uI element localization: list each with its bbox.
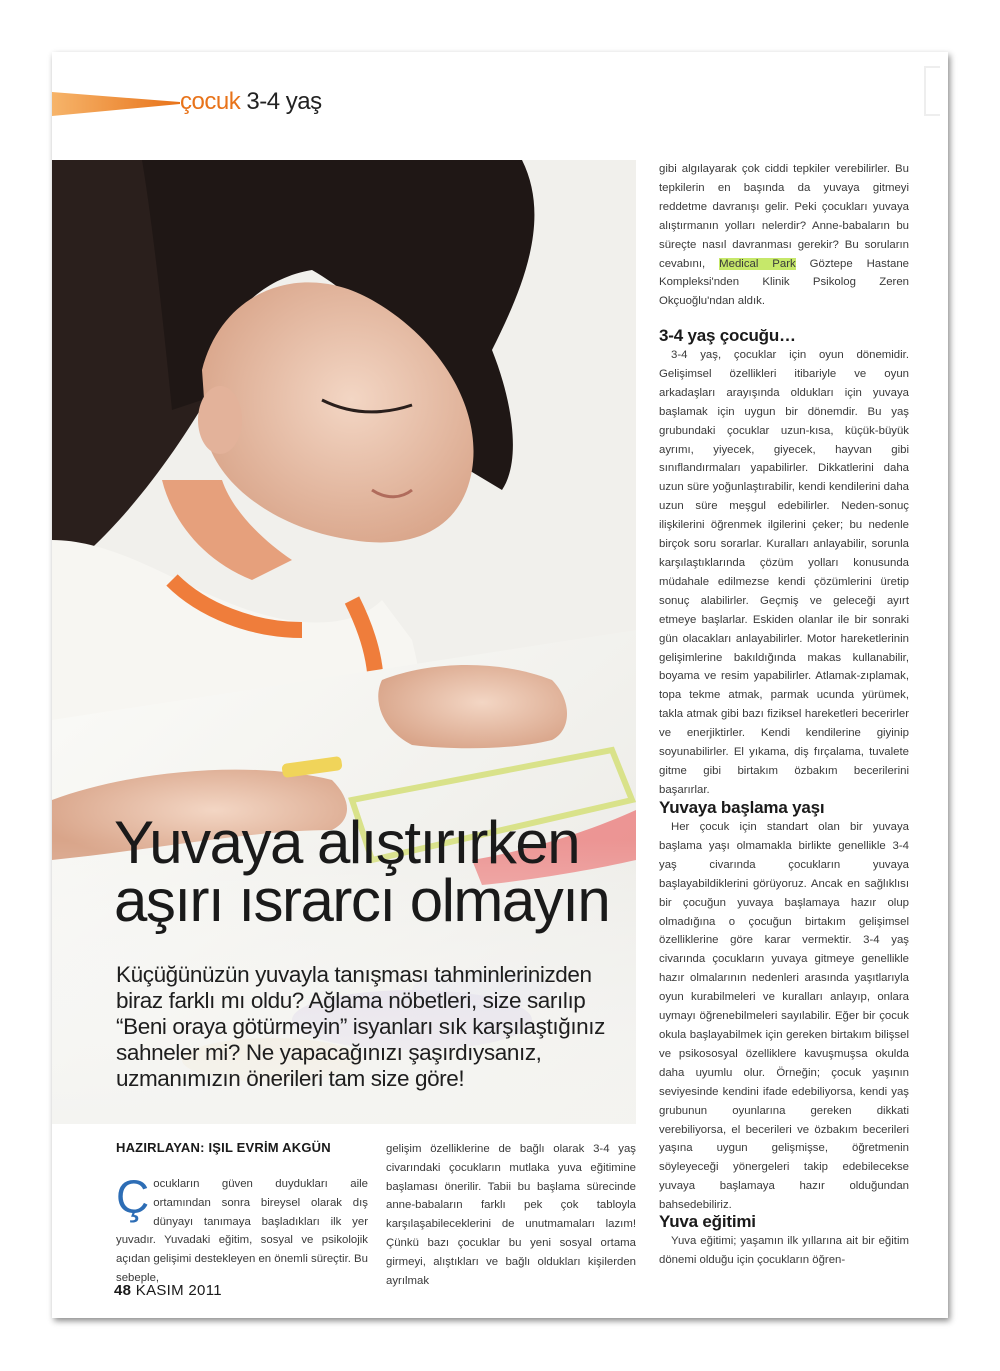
intro-text-after: Göztepe Hastane Kompleksi'nden Klinik Psikolog Zeren Okçuoğlu'ndan aldık. xyxy=(659,257,910,308)
section-accent-wedge xyxy=(52,90,180,118)
page-number: 48 xyxy=(114,1282,132,1299)
headline-line-2: aşırı ısrarcı olmayın xyxy=(114,867,610,934)
drop-cap: Ç xyxy=(116,1171,150,1223)
section-age: 3-4 yaş xyxy=(246,88,322,115)
body-column-3-intro xyxy=(659,160,909,311)
section-age-3-4 xyxy=(659,326,909,800)
section-label xyxy=(180,88,322,116)
byline xyxy=(116,1140,331,1155)
section-heading-age: 3-4 yaş çocuğu… xyxy=(659,326,796,345)
intro-paragraph xyxy=(659,160,909,311)
intro-text-before: gibi algılayarak çok ciddi tepkiler verebilirler. Bu tepkilerin en başında da yuvaya gitmeyi reddetme davranışı gelir. Peki çocukları yuvaya alıştırmanın yolları nelerdir? Anne-babaların bu süreçte nasıl davranması gerekir? Bu soruların cevabını, xyxy=(659,163,909,270)
section-nursery-education xyxy=(659,1212,909,1270)
body-column-1 xyxy=(116,1171,368,1288)
headline-line-1: Yuvaya alıştırırken xyxy=(114,809,580,876)
section-nursery-education-text: Yuva eğitimi; yaşamın ilk yıllarına ait bir eğitim dönemi olduğu için çocukların öğren- xyxy=(659,1235,909,1266)
article-deck: Küçüğünüzün yuvayla tanışması tahminlerinizden biraz farklı mı oldu? Ağlama nöbetleri, size sarılıp “Beni oraya götürmeyin” isyanları sık karşılaştığınız sahneler mi? Ne yapacağınızı şaşırdıysanız, uzmanımızın önerileri tam size göre! xyxy=(116,962,605,1091)
magazine-page xyxy=(52,52,948,1318)
section-start-age xyxy=(659,798,909,1215)
byline-label: HAZIRLAYAN: xyxy=(116,1140,205,1155)
body-column-2: gelişim özelliklerine de bağlı olarak 3-4 yaş civarındaki çocukların mutlaka yuva eğitimine başlaması önerilir. Tabii bu başlama sürecinde anne-babaların farklı pek çok tabloyla karşılaşabileceklerini de unutmamaları lazım! Çünkü bazı çocuklar bu yeni sosyal ortama girmeyi, alıştıkları ve bağlı oldukları kişilerden ayrılmak xyxy=(386,1143,636,1287)
issue-date: KASIM 2011 xyxy=(135,1282,222,1299)
section-keyword: çocuk xyxy=(180,88,241,115)
page-edge-mark xyxy=(924,66,940,116)
article-headline xyxy=(114,809,634,934)
byline-author: IŞIL EVRİM AKGÜN xyxy=(208,1140,331,1155)
section-heading-start-age: Yuvaya başlama yaşı xyxy=(659,798,825,817)
page-folio xyxy=(114,1282,222,1299)
section-start-age-text: Her çocuk için standart olan bir yuvaya başlama yaşı olmamakla birlikte genellikle 3-4 yaş civarında çocukların yuvaya başlayabildiklerini görüyoruz. Ancak en sağlıklısı bir çocuğun yuvaya başlamaya hazır olup olmadığına o çocuğun birtakım gelişimsel özelliklerine göre karar vermektir. 3-4 yaş civarında çocukların yuvaya gitmeye genellikle hazır olmalarının nedenleri arasında yaşıtlarıyla oyun kurabilmeleri ve kuralları anlayıp, onlara uymayı öğrenebilmeleri sayılabilir. Eğer bir çocuk okula başlayabilmek için gereken birtakım bilişsel ve psikososyal özelliklere kavuşmuşsa okulda daha uyumlu olur. Örneğin; çocuk yaşının seviyesinde kendini ifade edebiliyorsa, kendi yaş grubunun oyunlarına gereken dikkati verebiliyorsa, el becerileri ve özbakım becerileri yaşına uygun gelişmişse, öğretmenin söyleyeceği yönergeleri takip edebilecekse yuvaya başlamaya hazır olduğundan bahsedebiliriz. xyxy=(659,821,909,1212)
section-heading-nursery-education: Yuva eğitimi xyxy=(659,1212,756,1231)
body-column-1-text: ocukların güven duydukları aile ortamından sonra bireysel olarak dış dünyayı tanımaya başladıkları ilk yer yuvadır. Yuvadaki eğitim, sosyal ve psikolojik açıdan gelişimi destekleyen en önemli süreçtir. Bu sebeple, xyxy=(116,1178,368,1284)
section-age-text: 3-4 yaş, çocuklar için oyun dönemidir. Gelişimsel özellikleri itibariyle ve oyun arkadaşları arayışında oldukları için yuvaya başlamak için uygun bir dönemdir. Bu yaş grubundaki çocuklar uzun-kısa, küçük-büyük ayrımı, yiyecek, giyecek, hayvan gibi sınıflandırmaları yapabilirler. Dikkatlerini daha uzun süre yoğunlaştırabilir, kendi kendilerini daha uzun süre meşgul edebilirler. Neden-sonuç ilişkilerini öğrenmek ilgilerini çeker; bu nedenle birçok soru sorarlar. Kuralları anlayabilir, sorunla karşılaştıklarında çözüm yolları konusunda müdahale edilmezse kendi çözümlerini üretip sonuç alabilirler. Geçmiş ve geleceği ayırt etmeye başlarlar. Eskiden olanlar ile bir sonraki gün olacakları anlayabilirler. Motor hareketlerinin gelişimlerine bakıldığında makas kullanabilir, boyama ve resim yapabilirler. Atlamak-zıplamak, topa tekme atmak, parmak ucunda yürümek, takla atmak gibi bazı fiziksel hareketleri becerirler ve enerjiktirler. Kendi kendilerine giyinip soyunabilirler. El yıkama, diş fırçalama, tuvalete gitme gibi birtakım özbakım becerilerini başarırlar. xyxy=(659,349,909,796)
highlighted-hospital-name: Medical Park xyxy=(719,257,796,270)
